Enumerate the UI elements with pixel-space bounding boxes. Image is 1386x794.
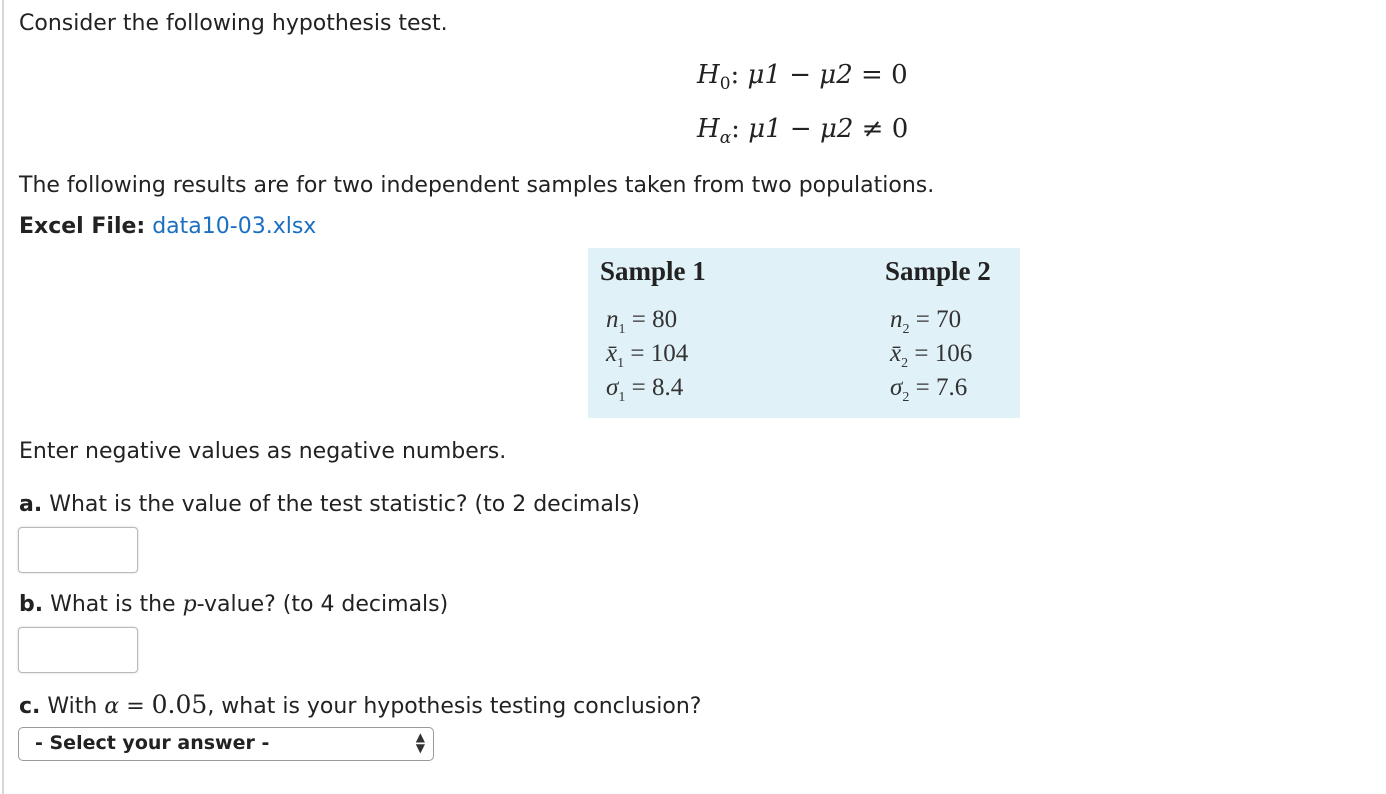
sample1-n: $n_1 = 80$ <box>606 306 678 337</box>
select-arrows-icon: ▲ ▼ <box>415 730 425 755</box>
question-b: b. What is the p-value? (to 4 decimals) <box>19 592 449 617</box>
excel-file-line <box>19 213 316 241</box>
answer-a-input[interactable] <box>18 527 138 573</box>
question-c: c. With α = 0.05, what is your hypothesis testing conclusion? <box>19 690 702 719</box>
sample1-heading: Sample 1 <box>600 256 706 286</box>
sample1-sigma: $\sigma_1 = 8.4$ <box>606 374 684 405</box>
excel-file-label: Excel File: <box>19 214 146 239</box>
sample2-heading: Sample 2 <box>885 256 991 286</box>
alternative-hypothesis: $H_\alpha$: μ1 − μ2 ≠ 0 <box>697 114 909 149</box>
negative-values-note: Enter negative values as negative numbers. <box>19 439 507 464</box>
answer-b-input[interactable] <box>18 627 138 673</box>
excel-file-link[interactable]: data10-03.xlsx <box>152 214 317 239</box>
sample-table <box>588 248 1020 418</box>
sample2-sigma: $\sigma_2 = 7.6$ <box>890 374 968 405</box>
null-hypothesis: $H_0$: μ1 − μ2 = 0 <box>697 60 908 95</box>
sample2-n: $n_2 = 70$ <box>890 306 962 337</box>
question-a: a. What is the value of the test statistic? (to 2 decimals) <box>19 492 640 517</box>
intro-text: Consider the following hypothesis test. <box>19 11 448 36</box>
sample2-xbar: $x̄_2 = 106$ <box>890 340 973 371</box>
results-text: The following results are for two independent samples taken from two populations. <box>19 173 935 198</box>
conclusion-select[interactable] <box>18 727 434 761</box>
left-border <box>2 0 4 794</box>
select-value: - Select your answer - <box>35 732 270 754</box>
sample1-xbar: $x̄_1 = 104$ <box>606 340 689 371</box>
